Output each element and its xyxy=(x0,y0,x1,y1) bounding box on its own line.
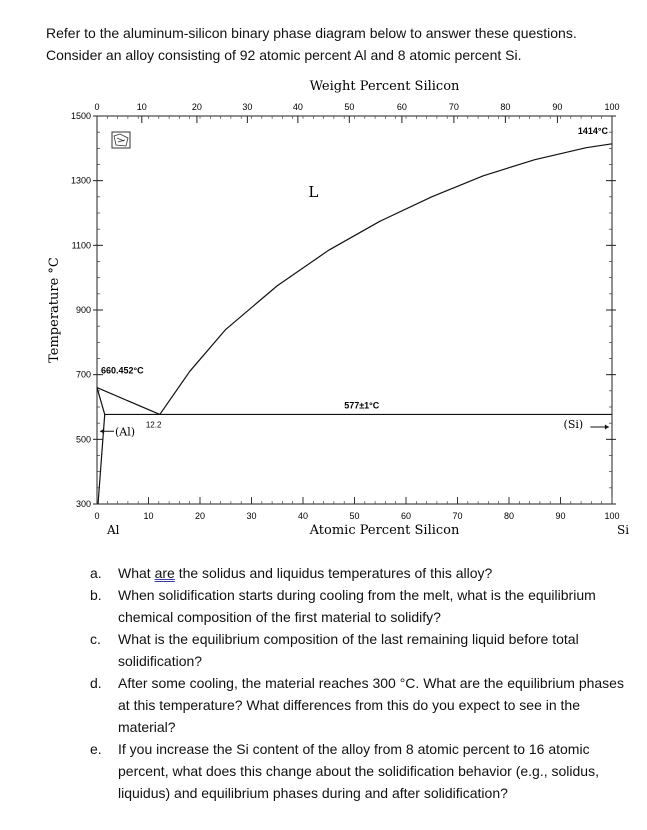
x-top-tick-label: 70 xyxy=(448,102,459,112)
si-phase-label: (Si) xyxy=(563,418,584,432)
question-text: What xyxy=(118,565,155,581)
intro-text xyxy=(46,22,636,66)
question-marker: b. xyxy=(90,587,102,603)
question-list xyxy=(90,562,630,804)
top-axis-title: Weight Percent Silicon xyxy=(309,79,460,94)
x-top-tick-label: 100 xyxy=(604,102,620,112)
x-top-tick-label: 0 xyxy=(94,102,100,112)
endpoint-right-label: Si xyxy=(617,523,630,537)
si-liquidus-curve xyxy=(160,144,612,415)
y-tick-label: 500 xyxy=(75,434,91,445)
question-c xyxy=(90,628,630,672)
question-b xyxy=(90,584,630,628)
y-tick-label: 700 xyxy=(75,369,91,380)
question-text-tail: the solidus and liquidus temperatures of this alloy? xyxy=(174,565,493,581)
x-top-tick-label: 20 xyxy=(191,102,202,112)
question-marker: d. xyxy=(90,675,102,691)
x-bottom-tick-label: 70 xyxy=(452,511,463,521)
y-axis-title: Temperature °C xyxy=(47,257,62,363)
question-text: After some cooling, the material reaches 300 °C. What are the equilibrium phases at this temperature? What differences from this do you expect to see in the material? xyxy=(118,675,624,735)
axes-layer xyxy=(93,116,616,504)
y-tick-label: 900 xyxy=(75,305,91,315)
x-bottom-tick-label: 40 xyxy=(297,511,309,521)
curves-layer xyxy=(97,144,612,504)
logo-mark xyxy=(112,132,130,148)
x-top-tick-label: 40 xyxy=(292,102,303,112)
al-melting-point-label: 660.452°C xyxy=(101,365,144,376)
question-marker: c. xyxy=(90,631,101,647)
x-bottom-tick-label: 30 xyxy=(246,511,257,521)
eutectic-composition-label: 12.2 xyxy=(145,420,162,430)
x-bottom-tick-label: 10 xyxy=(143,511,154,521)
x-top-tick-label: 60 xyxy=(396,102,407,112)
x-bottom-tick-label: 50 xyxy=(349,511,360,521)
phase-diagram xyxy=(0,74,647,552)
x-bottom-tick-label: 90 xyxy=(555,511,566,521)
intro-line-2: Consider an alloy consisting of 92 atomic percent Al and 8 atomic percent Si. xyxy=(46,47,522,63)
y-tick-label: 1500 xyxy=(70,111,91,121)
x-top-tick-label: 30 xyxy=(242,102,253,112)
question-marker: a. xyxy=(90,565,102,581)
y-tick-label: 300 xyxy=(75,499,91,509)
intro-line-1: Refer to the aluminum-silicon binary phase diagram below to answer these questions. xyxy=(46,25,577,41)
question-e xyxy=(90,738,630,804)
al-solidus-curve xyxy=(97,388,105,415)
eutectic-temperature-label: 577±1°C xyxy=(344,400,380,411)
x-top-tick-label: 80 xyxy=(500,102,511,112)
si-phase-arrowhead xyxy=(605,425,609,430)
question-marker: e. xyxy=(90,741,102,757)
al-phase-arrowhead xyxy=(100,429,104,434)
al-solvus-curve xyxy=(98,414,105,504)
al-liquidus-curve xyxy=(97,388,160,415)
x-top-tick-label: 90 xyxy=(552,102,563,112)
question-emphasis: are xyxy=(154,565,175,581)
question-text: When solidification starts during cooling from the melt, what is the equilibrium chemical composition of the first material to solidify? xyxy=(118,587,596,625)
x-bottom-tick-label: 0 xyxy=(94,511,100,521)
x-bottom-tick-label: 20 xyxy=(194,511,206,521)
x-top-tick-label: 50 xyxy=(344,102,355,112)
x-bottom-tick-label: 100 xyxy=(604,511,620,521)
question-text: If you increase the Si content of the alloy from 8 atomic percent to 16 atomic percent, what does this change about the solidification behavior (e.g., solidus, liquidus) and equilibrium phases during and after solidification? xyxy=(118,741,599,801)
plot-frame xyxy=(97,116,612,504)
si-melting-point-label: 1414°C xyxy=(577,125,608,136)
question-a xyxy=(90,562,630,584)
question-text: What is the equilibrium composition of the last remaining liquid before total solidification? xyxy=(118,631,579,669)
x-bottom-tick-label: 60 xyxy=(400,511,412,521)
y-tick-label: 1300 xyxy=(70,175,91,186)
bottom-axis-title: Atomic Percent Silicon xyxy=(309,523,460,538)
x-top-tick-label: 10 xyxy=(136,102,147,112)
endpoint-left-label: Al xyxy=(107,523,120,537)
al-phase-label: (Al) xyxy=(115,425,136,439)
liquid-phase-label: L xyxy=(308,182,319,201)
y-tick-label: 1100 xyxy=(71,240,91,251)
question-d xyxy=(90,672,630,738)
x-bottom-tick-label: 80 xyxy=(503,511,515,521)
labels-layer xyxy=(47,79,629,538)
